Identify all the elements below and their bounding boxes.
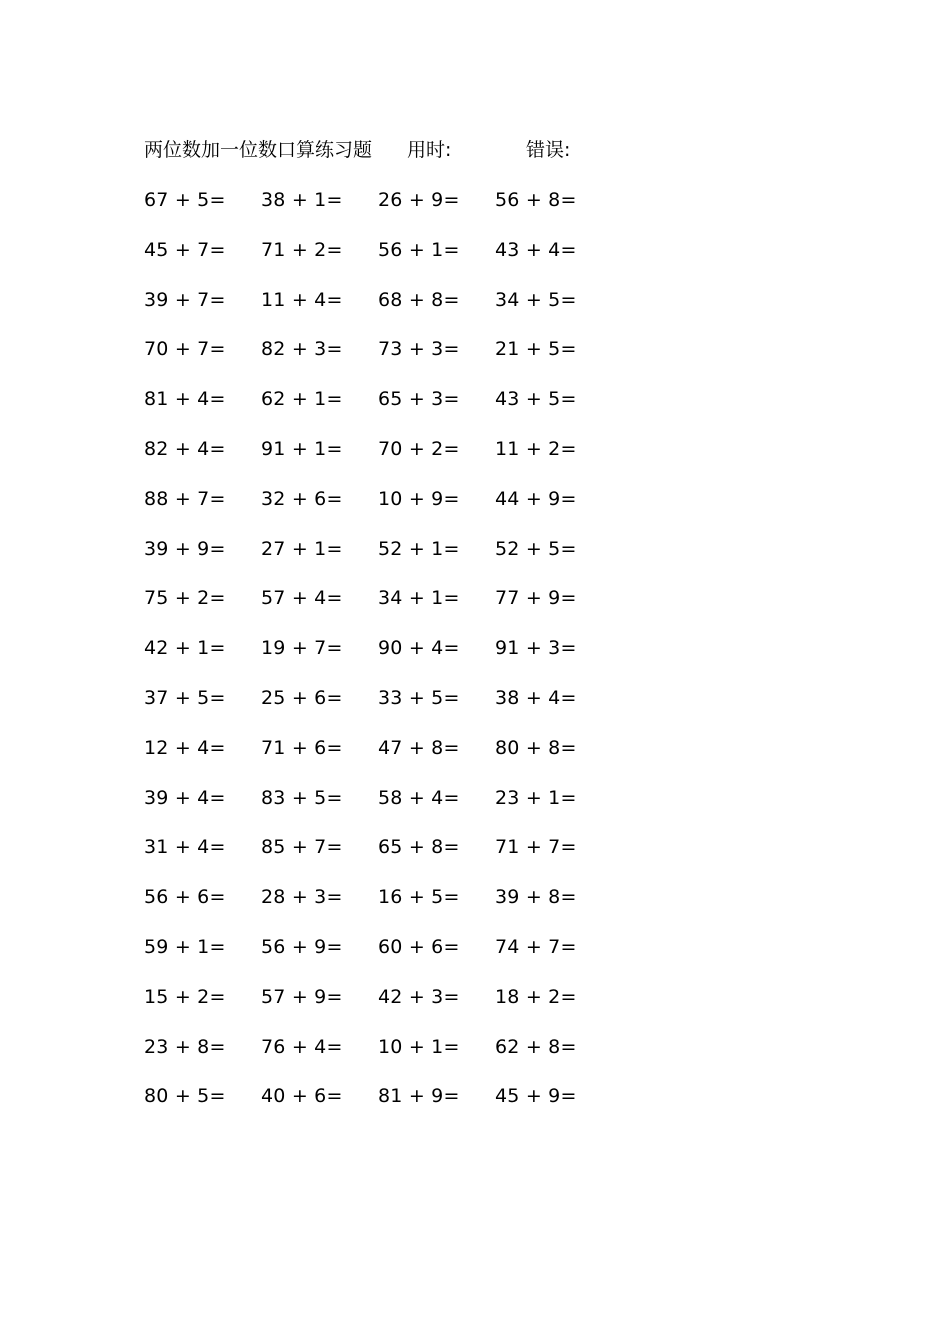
addition-problem: 42 + 3=: [378, 985, 460, 1008]
problem-row: [144, 784, 624, 834]
addition-problem: 91 + 1=: [261, 437, 343, 460]
problem-row: [144, 385, 624, 435]
addition-problem: 10 + 1=: [378, 1035, 460, 1058]
addition-problem: 56 + 6=: [144, 886, 226, 909]
addition-problem: 39 + 4=: [144, 786, 226, 809]
addition-problem: 56 + 8=: [495, 189, 577, 211]
addition-problem: 18 + 2=: [495, 985, 577, 1008]
addition-problem: 57 + 9=: [261, 985, 343, 1008]
addition-problem: 23 + 1=: [495, 786, 577, 809]
addition-problem: 27 + 1=: [261, 537, 343, 560]
addition-problem: 83 + 5=: [261, 786, 343, 809]
problem-row: [144, 833, 624, 883]
addition-problem: 45 + 7=: [144, 238, 226, 261]
addition-problem: 52 + 5=: [495, 537, 577, 560]
addition-problem: 19 + 7=: [261, 637, 343, 660]
addition-problem: 65 + 3=: [378, 388, 460, 411]
problem-row: [144, 1033, 624, 1083]
addition-problem: 15 + 2=: [144, 985, 226, 1008]
addition-problem: 76 + 4=: [261, 1035, 343, 1058]
addition-problem: 25 + 6=: [261, 686, 343, 709]
addition-problem: 31 + 4=: [144, 836, 226, 859]
problem-row: [144, 335, 624, 385]
addition-problem: 62 + 1=: [261, 388, 343, 411]
problem-row: [144, 485, 624, 535]
addition-problem: 70 + 2=: [378, 437, 460, 460]
addition-problem: 42 + 1=: [144, 637, 226, 660]
problem-row: [144, 435, 624, 485]
addition-problem: 85 + 7=: [261, 836, 343, 859]
addition-problem: 56 + 9=: [261, 935, 343, 958]
worksheet-title: 两位数加一位数口算练习题: [144, 139, 373, 161]
addition-problem: 81 + 9=: [378, 1085, 460, 1108]
addition-problem: 71 + 6=: [261, 736, 343, 759]
problem-row: [144, 236, 624, 286]
addition-problem: 75 + 2=: [144, 587, 226, 610]
addition-problem: 44 + 9=: [495, 487, 577, 510]
addition-problem: 90 + 4=: [378, 637, 460, 660]
addition-problem: 67 + 5=: [144, 189, 226, 211]
addition-problem: 21 + 5=: [495, 338, 577, 361]
addition-problem: 80 + 8=: [495, 736, 577, 759]
problem-row: [144, 933, 624, 983]
addition-problem: 12 + 4=: [144, 736, 226, 759]
addition-problem: 28 + 3=: [261, 886, 343, 909]
addition-problem: 77 + 9=: [495, 587, 577, 610]
addition-problem: 82 + 4=: [144, 437, 226, 460]
addition-problem: 34 + 5=: [495, 288, 577, 311]
problem-row: [144, 684, 624, 734]
addition-problem: 62 + 8=: [495, 1035, 577, 1058]
addition-problem: 43 + 5=: [495, 388, 577, 411]
addition-problem: 38 + 4=: [495, 686, 577, 709]
addition-problem: 33 + 5=: [378, 686, 460, 709]
addition-problem: 82 + 3=: [261, 338, 343, 361]
addition-problem: 34 + 1=: [378, 587, 460, 610]
addition-problem: 65 + 8=: [378, 836, 460, 859]
addition-problem: 73 + 3=: [378, 338, 460, 361]
addition-problem: 11 + 4=: [261, 288, 343, 311]
addition-problem: 91 + 3=: [495, 637, 577, 660]
addition-problem: 40 + 6=: [261, 1085, 343, 1108]
problem-row: [144, 634, 624, 684]
addition-problem: 56 + 1=: [378, 238, 460, 261]
problem-row: [144, 535, 624, 585]
addition-problem: 38 + 1=: [261, 189, 343, 211]
time-used-label: 用时:: [407, 139, 452, 161]
addition-problem: 71 + 2=: [261, 238, 343, 261]
problem-row: [144, 883, 624, 933]
problem-row: [144, 1082, 624, 1132]
problem-row: [144, 286, 624, 336]
addition-problem: 26 + 9=: [378, 189, 460, 211]
addition-problem: 59 + 1=: [144, 935, 226, 958]
addition-problem: 58 + 4=: [378, 786, 460, 809]
problem-row: [144, 734, 624, 784]
addition-problem: 39 + 7=: [144, 288, 226, 311]
addition-problem: 39 + 8=: [495, 886, 577, 909]
addition-problem: 57 + 4=: [261, 587, 343, 610]
addition-problem: 71 + 7=: [495, 836, 577, 859]
addition-problem: 68 + 8=: [378, 288, 460, 311]
addition-problem: 32 + 6=: [261, 487, 343, 510]
error-count-label: 错误:: [526, 139, 571, 161]
addition-problem: 16 + 5=: [378, 886, 460, 909]
addition-problem: 23 + 8=: [144, 1035, 226, 1058]
addition-problem: 39 + 9=: [144, 537, 226, 560]
addition-problem: 10 + 9=: [378, 487, 460, 510]
addition-problem: 70 + 7=: [144, 338, 226, 361]
addition-problem: 45 + 9=: [495, 1085, 577, 1108]
worksheet-header: [144, 136, 744, 164]
addition-problem: 81 + 4=: [144, 388, 226, 411]
addition-problem: 47 + 8=: [378, 736, 460, 759]
addition-problem: 43 + 4=: [495, 238, 577, 261]
addition-problem: 74 + 7=: [495, 935, 577, 958]
problem-row: [144, 584, 624, 634]
addition-problem: 60 + 6=: [378, 935, 460, 958]
problem-grid: [144, 186, 624, 1132]
addition-problem: 52 + 1=: [378, 537, 460, 560]
problem-row: [144, 983, 624, 1033]
addition-problem: 88 + 7=: [144, 487, 226, 510]
problem-row: [144, 186, 624, 236]
addition-problem: 37 + 5=: [144, 686, 226, 709]
addition-problem: 11 + 2=: [495, 437, 577, 460]
addition-problem: 80 + 5=: [144, 1085, 226, 1108]
